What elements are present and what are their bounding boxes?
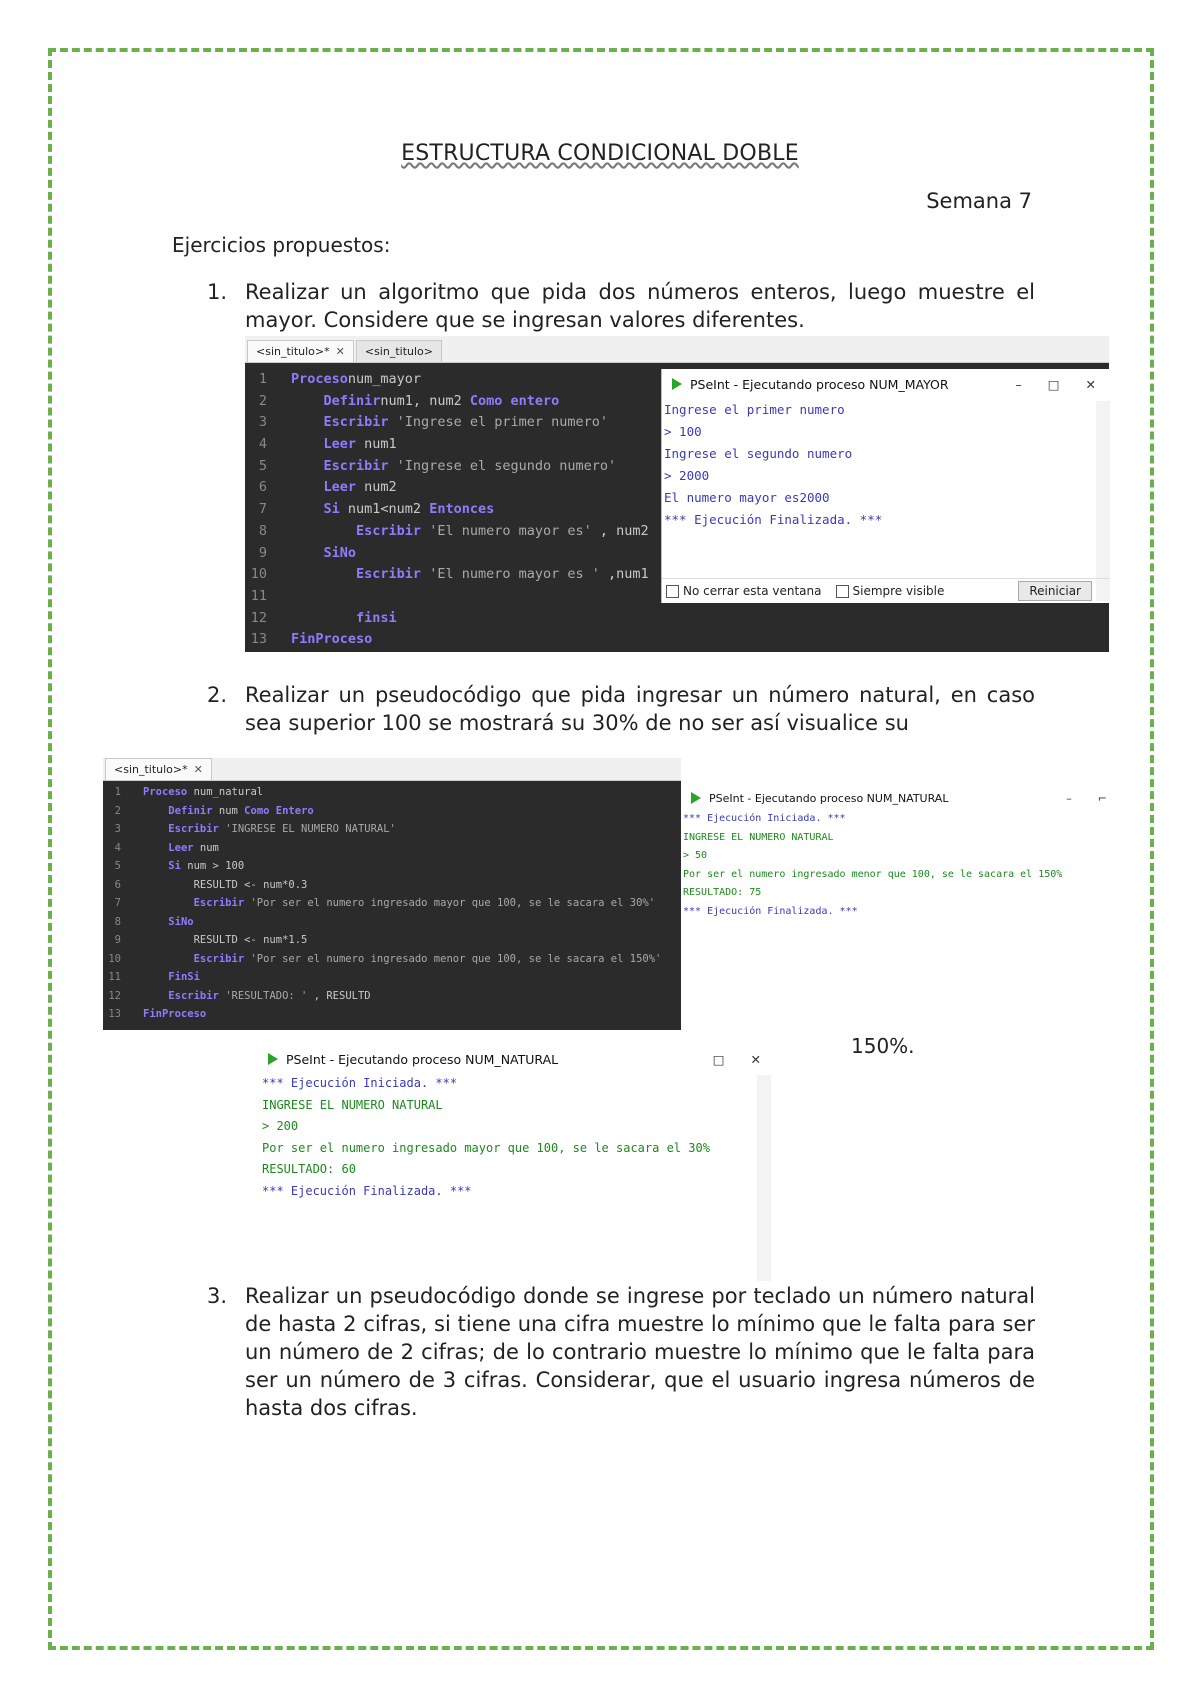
pseint-console-1 [661,369,1110,603]
line-number: 13 [108,1008,121,1020]
keyword: Leer [323,479,357,496]
minimize-icon[interactable]: – [1066,791,1072,805]
console-line: > 2000 [664,468,710,483]
console-line: > 50 [683,850,708,861]
code-token: , num2 [591,522,649,539]
line-number: 2 [114,804,121,817]
close-icon[interactable]: ✕ [750,1051,761,1067]
keyword: Como Entero [244,804,314,817]
code-text [127,931,307,950]
keyword: Escribir [168,989,219,1002]
keyword: Proceso [143,786,188,798]
code-line [103,968,681,987]
code-text [275,456,616,478]
console-titlebar [681,786,1111,810]
line-number: 3 [258,414,267,431]
keyword: Leer [323,436,357,453]
keyword: Si [323,501,340,518]
editor-tab-label: <sin_titulo> [364,345,433,358]
code-token: num_mayor [347,371,422,387]
siempre-visible-checkbox[interactable] [836,585,849,598]
code-text [275,434,397,456]
line-number: 12 [108,989,121,1002]
code-text [127,987,371,1006]
string-literal: 'Por ser el numero ingresado menor que 100, se le sacara el 150%' [244,952,662,965]
code-token [291,458,324,474]
exercise-number: 3. [207,1284,228,1308]
keyword: Escribir [356,522,422,539]
page-title: ESTRUCTURA CONDICIONAL DOBLE [401,141,799,166]
play-icon [268,1053,278,1065]
code-text [127,894,655,913]
exercise-number: 1. [207,280,228,304]
keyword: Proceso [291,371,348,387]
line-number: 4 [258,436,267,453]
code-token [291,414,324,430]
code-token [291,566,356,582]
keyword: Escribir [323,457,389,474]
close-icon[interactable]: ✕ [1085,376,1096,392]
string-literal: 'Ingrese el segundo numero' [388,457,617,474]
console-footer [662,578,1110,603]
reiniciar-button[interactable]: Reiniciar [1018,581,1092,601]
code-text [127,1005,206,1024]
exercise-text: Realizar un algoritmo que pida dos números enteros, luego muestre el mayor. Considere que se ingresan valores diferentes. [245,280,1035,332]
code-line [103,820,681,839]
code-token [143,916,168,928]
line-number: 7 [258,501,267,518]
close-tab-icon[interactable]: ✕ [335,345,345,358]
line-number: 12 [250,609,267,626]
code-line [245,629,1109,651]
console-title: PSeInt - Ejecutando proceso NUM_MAYOR [690,376,949,392]
editor-tabbar [103,758,681,781]
exercise-2-continuation: 150%. [851,1034,915,1058]
keyword: Escribir [356,566,422,583]
line-number: 11 [250,587,267,604]
keyword: Escribir [323,414,389,431]
code-line [103,1005,681,1024]
code-text [127,950,661,969]
code-token: num2 [356,479,397,496]
keyword: Escribir [193,897,245,909]
console-output [258,1073,833,1202]
line-number: 9 [114,934,121,946]
code-text [275,564,649,586]
keyword: Entonces [429,501,495,518]
console-line: *** Ejecución Finalizada. *** [664,512,883,527]
console-line: *** Ejecución Finalizada. *** [683,905,858,917]
maximize-icon[interactable]: □ [1047,376,1060,392]
keyword: Leer [168,841,194,854]
code-text [127,839,219,858]
code-token [291,436,324,452]
editor-tabbar [245,336,1109,363]
code-line [103,783,681,802]
code-text [127,876,307,895]
window-controls [1066,792,1107,805]
code-text [275,499,494,521]
code-token [291,501,324,517]
code-token: num1, num2 [380,392,470,409]
code-area[interactable] [103,781,681,1024]
code-token: num [193,841,219,854]
console-line: Ingrese el primer numero [664,402,845,417]
exercise-text: Realizar un pseudocódigo que pida ingresar un número natural, en caso sea superior 100 se mostrará su 30% de no ser así visualice su [245,683,1035,735]
string-literal: 'Por ser el numero ingresado mayor que 100, se le sacara el 30%' [244,897,656,909]
code-token [143,990,168,1002]
line-number: 5 [258,457,267,474]
window-controls [713,1052,761,1067]
code-text [127,820,396,839]
week-label: Semana 7 [926,189,1032,213]
line-number: 8 [258,522,267,539]
code-text [275,608,397,630]
console-line: Por ser el numero ingresado mayor que 100, se le sacara el 30% [262,1140,710,1155]
keyword: Definir [323,392,381,409]
line-number: 10 [108,952,121,965]
console-title: PSeInt - Ejecutando proceso NUM_NATURAL [286,1051,559,1067]
code-line [103,876,681,895]
code-line [103,931,681,950]
code-text [275,543,356,565]
code-token: num1 [356,436,397,453]
code-line [103,894,681,913]
code-token [143,953,194,965]
console-line: *** Ejecución Finalizada. *** [262,1183,472,1198]
code-token: num1<num2 [339,501,430,518]
editor-tab-label: <sin_titulo>* [256,345,330,358]
line-number: 4 [114,841,121,854]
console-line: > 100 [664,424,702,439]
code-text [275,412,608,434]
code-line [103,987,681,1006]
line-number: 8 [114,915,121,928]
maximize-icon[interactable]: ⌐ [1097,791,1107,805]
code-token [143,805,168,817]
code-token: num_natural [187,786,264,798]
code-text [275,477,397,499]
code-token [291,393,324,409]
line-number: 7 [114,897,121,909]
line-number: 6 [258,479,267,496]
console-output [681,810,1111,921]
minimize-icon[interactable]: – [1015,376,1022,392]
line-number: 1 [114,786,121,798]
code-token: RESULTD <- num*0.3 [143,878,308,891]
editor-tab[interactable] [356,340,442,362]
console-output [662,399,1110,531]
code-token [291,479,324,495]
keyword: FinProceso [143,1008,207,1020]
line-number: 11 [108,971,121,983]
pseint-console-3 [258,1045,833,1240]
code-token [143,971,168,983]
line-number: 3 [114,823,121,835]
code-token: , RESULTD [307,989,371,1002]
keyword: Si [168,860,181,872]
string-literal: 'El numero mayor es ' [421,566,600,583]
code-line [103,802,681,821]
play-icon [691,792,701,804]
maximize-icon[interactable]: □ [712,1051,725,1067]
code-token: RESULTD <- num*1.5 [143,934,308,946]
code-text [127,802,314,821]
code-text [275,586,291,608]
pseint-console-2 [681,786,1111,926]
exercise-1 [207,278,1035,334]
keyword: finsi [356,609,397,626]
code-text [127,783,263,802]
window-controls [1015,377,1096,392]
code-text [127,968,200,987]
code-token [291,523,356,539]
editor-tab[interactable] [105,758,212,780]
code-token [143,823,168,835]
keyword: Definir [168,804,213,817]
code-line [103,857,681,876]
no-cerrar-checkbox[interactable] [666,585,679,598]
console-line: *** Ejecución Iniciada. *** [262,1076,458,1090]
play-icon [672,378,682,390]
code-token: num > 100 [180,860,245,872]
console-titlebar [258,1045,833,1073]
code-line [103,839,681,858]
editor-tab-label: <sin_titulo>* [114,763,188,776]
keyword: Escribir [193,952,245,965]
code-line [245,608,1109,630]
line-number: 1 [258,371,267,387]
close-tab-icon[interactable]: ✕ [193,763,203,776]
code-token: ,num1 [599,566,649,583]
code-token [143,897,194,909]
code-token [143,842,168,854]
exercise-number: 2. [207,683,228,707]
string-literal: 'RESULTADO: ' [218,989,308,1002]
code-text [275,391,559,413]
console-line: RESULTADO: 60 [262,1162,356,1176]
line-number: 13 [250,631,267,648]
code-line [103,950,681,969]
console-line: > 200 [262,1119,299,1133]
console-line: Por ser el numero ingresado menor que 100, se le sacara el 150% [683,868,1063,880]
line-number: 5 [114,860,121,872]
keyword: FinProceso [291,631,373,648]
string-literal: 'El numero mayor es' [421,522,592,539]
code-token [143,860,168,872]
pseint-editor-2 [103,758,681,1030]
code-text [127,857,244,876]
console-line: El numero mayor es2000 [664,490,830,505]
line-number: 9 [258,544,267,561]
console-line: INGRESE EL NUMERO NATURAL [262,1097,443,1112]
code-text [275,629,372,651]
code-text [127,913,194,932]
string-literal: 'INGRESE EL NUMERO NATURAL' [218,823,396,835]
console-line: *** Ejecución Iniciada. *** [683,813,846,824]
keyword: Como entero [469,392,560,409]
code-token: num [212,804,245,817]
scrollbar[interactable] [757,1075,771,1281]
line-number: 10 [250,566,267,583]
exercise-2 [207,681,1035,737]
console-line: Ingrese el segundo numero [664,446,853,461]
intro-heading: Ejercicios propuestos: [172,233,391,257]
code-token [291,610,356,626]
code-token [291,545,324,561]
line-number: 2 [258,392,267,409]
no-cerrar-label: No cerrar esta ventana [683,584,822,598]
console-line: INGRESE EL NUMERO NATURAL [683,831,834,843]
keyword: FinSi [168,971,200,983]
console-titlebar [662,369,1110,399]
keyword: SiNo [323,544,357,561]
exercise-3 [207,1282,1035,1422]
keyword: Escribir [168,823,219,835]
line-number: 6 [114,878,121,891]
console-line: RESULTADO: 75 [683,887,762,898]
keyword: SiNo [168,915,194,928]
string-literal: 'Ingrese el primer numero' [388,414,608,431]
exercise-text: Realizar un pseudocódigo donde se ingrese por teclado un número natural de hasta 2 cifras, si tiene una cifra muestre lo mínimo que le falta para ser un número de 2 cifras; de lo contrario muestre lo mínimo que le falta para ser un número de 3 cifras. Considerar, que el usuario ingresa números de hasta dos cifras. [245,1284,1035,1420]
siempre-visible-label: Siempre visible [852,584,945,598]
scrollbar[interactable] [1096,401,1110,601]
code-text [275,521,649,543]
console-title: PSeInt - Ejecutando proceso NUM_NATURAL [709,791,949,805]
code-text [275,369,421,391]
editor-tab[interactable] [247,340,354,362]
code-line [103,913,681,932]
